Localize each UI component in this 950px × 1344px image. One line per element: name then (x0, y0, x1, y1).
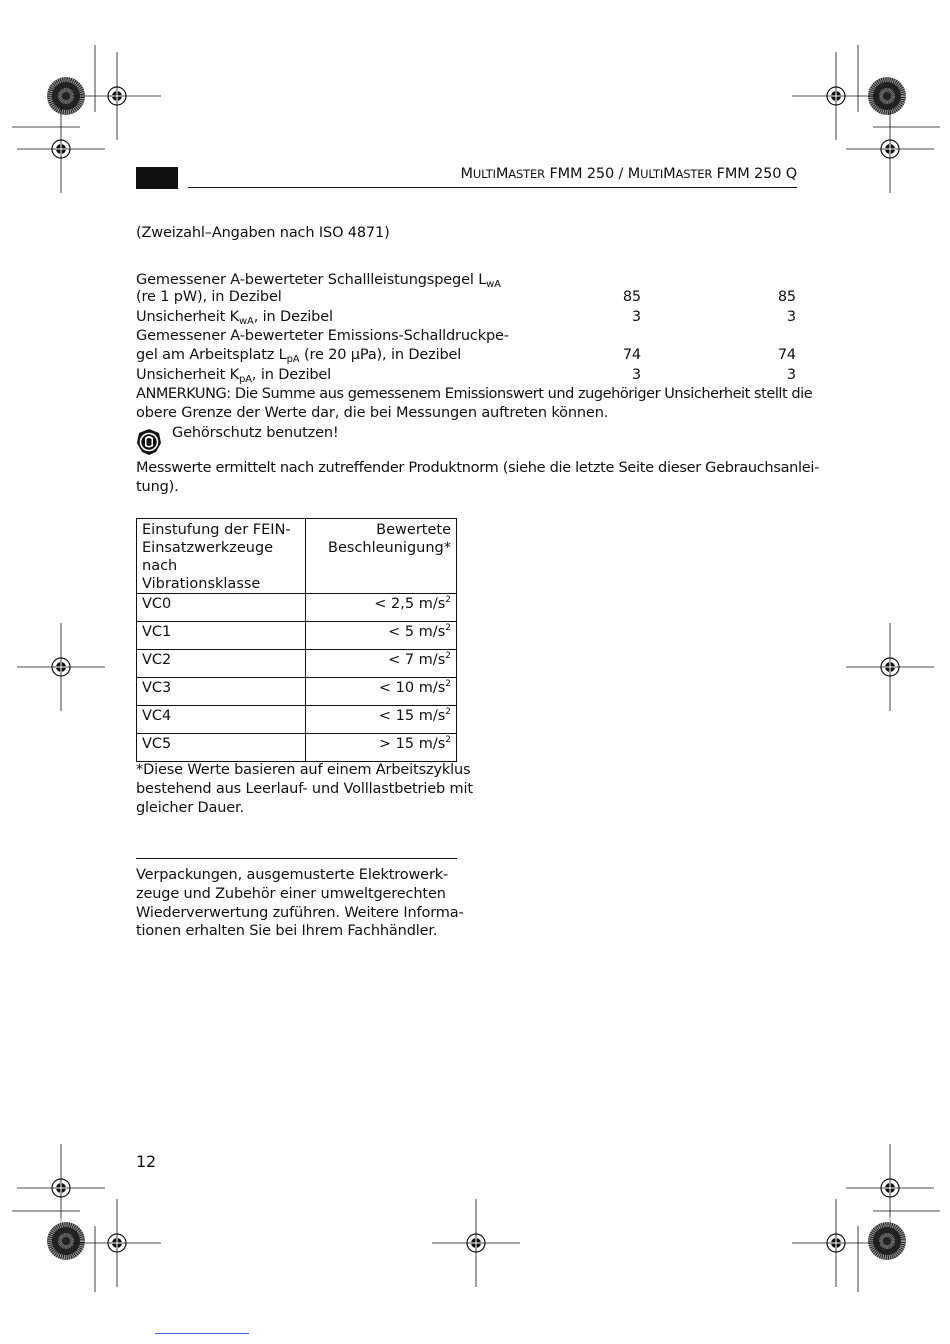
table-row (137, 622, 457, 650)
header-cell-class (137, 519, 306, 594)
link-underline (155, 1333, 249, 1334)
value-cell: > 15 $m/s^2$ (306, 734, 457, 762)
lwa-value-2: 85 (777, 289, 796, 305)
hearing-protection-icon (136, 428, 162, 456)
lpa-value-1: 74 (622, 347, 641, 363)
header-title-part: ULTI (472, 167, 496, 181)
page-number: 12 (136, 1152, 157, 1171)
footnote-line: bestehend aus Leerlauf- und Volllastbetrieb mit (136, 781, 473, 797)
kpa-label: Unsicherheit $K_{pA}$, in Dezibel (136, 367, 332, 385)
kwa-value-2: 3 (786, 309, 796, 325)
class-cell: VC2 (137, 650, 306, 678)
table-row (137, 650, 457, 678)
header-title-part: FMM 250 / M (545, 166, 641, 182)
vibration-class-table (136, 518, 457, 762)
header-title-part: M (460, 166, 473, 182)
class-cell: VC3 (137, 678, 306, 706)
footnote-line: gleicher Dauer. (136, 800, 244, 816)
table-header-row (137, 519, 457, 594)
lwa-label-line2: (re 1 pW), in Dezibel (136, 289, 282, 305)
header-cell-acceleration (306, 519, 457, 594)
header-title (460, 165, 797, 184)
value-cell: < 5 $m/s^2$ (306, 622, 457, 650)
header-left-line: Vibrationsklasse (142, 576, 261, 592)
header-title-part: M (495, 166, 509, 182)
lwa-label-line1: Gemessener A-bewerteter Schallleistungspegel $L_{wA}$ (136, 272, 501, 290)
measured-line-2: tung). (136, 479, 179, 495)
header-left-line: Einsatzwerkzeuge nach (142, 540, 274, 574)
hearing-protection-text: Gehörschutz benutzen! (172, 425, 339, 441)
lpa-label-line1: Gemessener A-bewerteter Emissions-Schalldruckpe- (136, 328, 509, 344)
disposal-line: tionen erhalten Sie bei Ihrem Fachhändler. (136, 923, 438, 939)
kpa-value-1: 3 (631, 367, 641, 383)
section-divider (136, 858, 457, 859)
header-left-line: Einstufung der FEIN- (142, 522, 291, 538)
footnote-line: *Diese Werte basieren auf einem Arbeitszyklus (136, 762, 471, 778)
class-cell: VC0 (137, 594, 306, 622)
value-cell: < 2,5 $m/s^2$ (306, 594, 457, 622)
value-cell: < 15 $m/s^2$ (306, 706, 457, 734)
class-cell: VC4 (137, 706, 306, 734)
disposal-line: Wiederverwertung zuführen. Weitere Informa- (136, 905, 464, 921)
disposal-line: Verpackungen, ausgemusterte Elektrowerk- (136, 867, 449, 883)
class-cell: VC1 (137, 622, 306, 650)
header-right-line: Beschleunigung* (328, 540, 451, 556)
header-title-part: ASTER (508, 167, 545, 181)
note-line-1: ANMERKUNG: Die Summe aus gemessenem Emissionswert und zugehöriger Unsicherheit stellt die (136, 386, 813, 402)
table-row (137, 706, 457, 734)
value-cell: < 7 $m/s^2$ (306, 650, 457, 678)
kpa-value-2: 3 (786, 367, 796, 383)
header-black-tab (136, 167, 178, 189)
kwa-value-1: 3 (631, 309, 641, 325)
value-cell: < 10 $m/s^2$ (306, 678, 457, 706)
table-row (137, 594, 457, 622)
header-title-part: M (663, 166, 676, 182)
lpa-value-2: 74 (777, 347, 796, 363)
header-title-part: ASTER (675, 167, 713, 181)
class-cell: VC5 (137, 734, 306, 762)
table-row (137, 678, 457, 706)
table-row (137, 734, 457, 762)
iso-reference: (Zweizahl–Angaben nach ISO 4871) (136, 225, 390, 241)
lpa-label-line2: gel am Arbeitsplatz $L_{pA}$ (re 20 µPa), in Dezibel (136, 347, 462, 365)
header-rule (188, 187, 797, 188)
header-title-part: FMM 250 Q (712, 166, 797, 182)
header-title-part: ULTI (640, 167, 664, 181)
kwa-label: Unsicherheit $K_{wA}$, in Dezibel (136, 309, 333, 327)
measured-line-1: Messwerte ermittelt nach zutreffender Produktnorm (siehe die letzte Seite dieser Gebrauchsanlei- (136, 460, 820, 476)
header-right-line: Bewertete (376, 522, 451, 538)
note-line-2: obere Grenze der Werte dar, die bei Messungen auftreten können. (136, 405, 609, 421)
disposal-line: zeuge und Zubehör einer umweltgerechten (136, 886, 446, 902)
lwa-value-1: 85 (622, 289, 641, 305)
